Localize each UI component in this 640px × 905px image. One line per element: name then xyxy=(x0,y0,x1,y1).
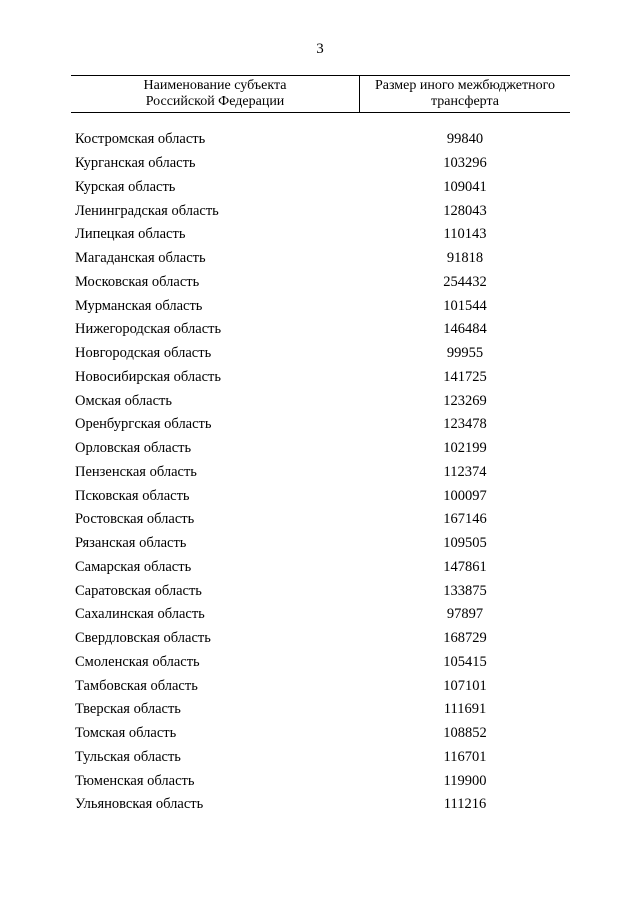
table-row xyxy=(75,366,570,390)
table-row xyxy=(75,247,570,271)
table-row xyxy=(75,603,570,627)
transfer-value-cell: 146484 xyxy=(443,321,487,338)
transfer-value-cell: 97897 xyxy=(446,606,484,623)
subject-name-cell: Сахалинская область xyxy=(75,606,205,623)
transfer-value-cell: 133875 xyxy=(443,582,487,599)
subject-name-cell: Омская область xyxy=(75,392,172,409)
header-subject-name-line1: Наименование субъекта xyxy=(143,78,287,93)
subject-name-cell: Рязанская область xyxy=(75,535,187,552)
table-row xyxy=(75,461,570,485)
transfer-value-cell: 123478 xyxy=(443,416,487,433)
table-row xyxy=(75,199,570,223)
transfer-value-cell: 147861 xyxy=(443,558,487,575)
subject-name-cell: Новосибирская область xyxy=(75,368,221,385)
subject-name-cell: Нижегородская область xyxy=(75,321,222,338)
transfer-value-cell: 123269 xyxy=(443,392,487,409)
header-transfer-size xyxy=(360,76,570,112)
page-number: 3 xyxy=(316,41,324,57)
subject-name-cell: Мурманская область xyxy=(75,297,203,314)
subject-name-cell: Ленинградская область xyxy=(75,202,219,219)
table-row xyxy=(75,769,570,793)
table-row xyxy=(75,722,570,746)
header-subject-name xyxy=(71,76,360,112)
subject-name-cell: Томская область xyxy=(75,725,177,742)
subject-name-cell: Новгородская область xyxy=(75,345,212,362)
subject-name-cell: Свердловская область xyxy=(75,630,211,647)
table-row xyxy=(75,389,570,413)
table-row xyxy=(75,271,570,295)
table-row xyxy=(75,128,570,152)
subject-name-cell: Самарская область xyxy=(75,558,192,575)
transfer-value-cell: 111691 xyxy=(443,701,487,718)
transfer-value-cell: 141725 xyxy=(443,368,487,385)
transfer-value-cell: 108852 xyxy=(443,725,487,742)
transfer-value-cell: 100097 xyxy=(443,487,487,504)
table-row xyxy=(75,413,570,437)
table-row xyxy=(75,674,570,698)
subject-name-cell: Липецкая область xyxy=(75,226,186,243)
table-row xyxy=(75,437,570,461)
transfer-value-cell: 112374 xyxy=(443,463,487,480)
table-body xyxy=(75,128,570,817)
table-row xyxy=(75,152,570,176)
table-row xyxy=(75,342,570,366)
transfer-value-cell: 107101 xyxy=(443,677,487,694)
subject-name-cell: Пензенская область xyxy=(75,463,197,480)
transfer-value-cell: 111216 xyxy=(443,796,487,813)
transfer-value-cell: 119900 xyxy=(443,772,487,789)
table-row xyxy=(75,698,570,722)
subject-name-cell: Тамбовская область xyxy=(75,677,198,694)
header-subject-name-line2: Российской Федерации xyxy=(145,94,285,109)
table-row xyxy=(75,508,570,532)
subject-name-cell: Московская область xyxy=(75,273,200,290)
transfer-value-cell: 167146 xyxy=(443,511,487,528)
table-row xyxy=(75,579,570,603)
transfer-value-cell: 101544 xyxy=(443,297,487,314)
subject-name-cell: Псковская область xyxy=(75,487,190,504)
subject-name-cell: Ростовская область xyxy=(75,511,195,528)
table-row xyxy=(75,746,570,770)
table-row xyxy=(75,294,570,318)
subject-name-cell: Тверская область xyxy=(75,701,181,718)
table-row xyxy=(75,318,570,342)
header-transfer-size-line1: Размер иного межбюджетного xyxy=(374,78,556,93)
subject-name-cell: Ульяновская область xyxy=(75,796,204,813)
subject-name-cell: Тюменская область xyxy=(75,772,195,789)
transfer-value-cell: 116701 xyxy=(443,748,487,765)
subject-name-cell: Курская область xyxy=(75,178,176,195)
table-row xyxy=(75,223,570,247)
table-row xyxy=(75,484,570,508)
table-row xyxy=(75,532,570,556)
table-row xyxy=(75,556,570,580)
table-row xyxy=(75,793,570,817)
transfer-value-cell: 254432 xyxy=(443,273,487,290)
subject-name-cell: Орловская область xyxy=(75,440,192,457)
transfer-value-cell: 103296 xyxy=(443,155,487,172)
header-transfer-size-line2: трансферта xyxy=(431,94,499,109)
transfer-value-cell: 109041 xyxy=(443,178,487,195)
subject-name-cell: Курганская область xyxy=(75,155,196,172)
transfer-value-cell: 110143 xyxy=(443,226,487,243)
subject-name-cell: Оренбургская область xyxy=(75,416,212,433)
subject-name-cell: Тульская область xyxy=(75,748,181,765)
transfer-value-cell: 99840 xyxy=(446,131,484,148)
table-header xyxy=(71,75,570,113)
transfer-value-cell: 99955 xyxy=(446,345,484,362)
table-row xyxy=(75,627,570,651)
transfer-value-cell: 105415 xyxy=(443,653,487,670)
subject-name-cell: Костромская область xyxy=(75,131,206,148)
table-row xyxy=(75,176,570,200)
transfer-value-cell: 91818 xyxy=(446,250,484,267)
subject-name-cell: Магаданская область xyxy=(75,250,206,267)
transfer-value-cell: 128043 xyxy=(443,202,487,219)
transfer-value-cell: 102199 xyxy=(443,440,487,457)
table-row xyxy=(75,651,570,675)
transfer-value-cell: 168729 xyxy=(443,630,487,647)
transfer-value-cell: 109505 xyxy=(443,535,487,552)
subject-name-cell: Смоленская область xyxy=(75,653,200,670)
subject-name-cell: Саратовская область xyxy=(75,582,202,599)
